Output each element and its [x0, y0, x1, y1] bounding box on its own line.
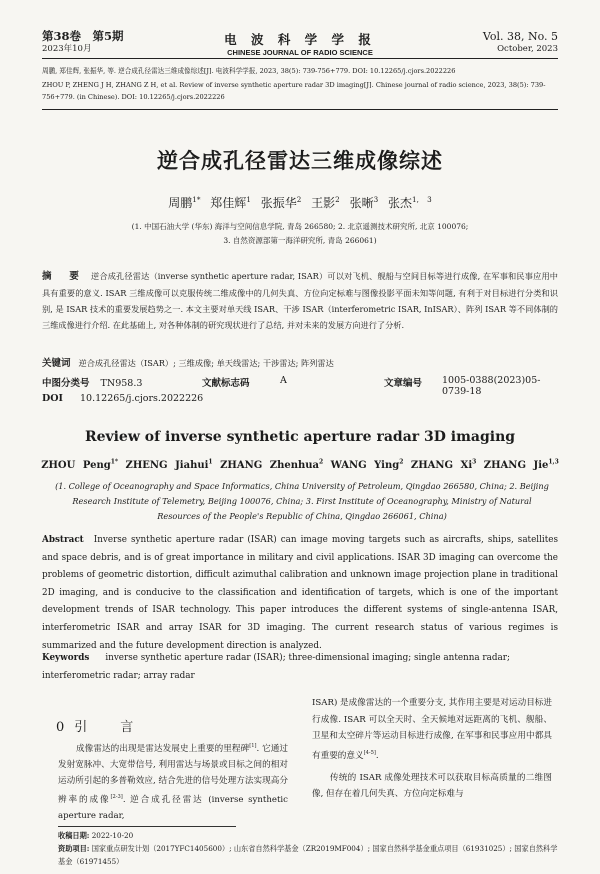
body-text: 成像雷达的出现是雷达发展史上重要的里程碑: [76, 743, 250, 754]
title-en: Review of inverse synthetic aperture radar 3D imaging: [84, 429, 516, 445]
body-text: . 逆合成孔径雷达 (inverse synthetic aperture radar,: [58, 794, 288, 821]
author-cn: 周鹏$^{1*}$: [168, 195, 201, 210]
doc-code: A: [280, 375, 287, 386]
citation-rule: [42, 109, 558, 110]
author-cn: 郑佳辉$^1$: [210, 195, 251, 210]
section-heading: [56, 716, 143, 735]
abstract-en-text: Inverse synthetic aperture radar (ISAR) can image moving targets such as aircrafts, ships, satellites and space debris, and is of great importance in military and civil applications. ISAR 3D imaging can overcome the problems of geometric distortion, difficult azimuthal calibration and unknown image projection plane in traditional 2D imaging, and is conducive to the classification and identification of targets, which is one of the important development trends of ISAR technology. This paper introduces the different systems of single-antenna ISAR, interferometric ISAR and array ISAR for 3D imaging. The current research status of various regimes is summarized and the future development direction is analyzed.: [42, 535, 558, 651]
author-en: ZHANG Jie$^{1,3}$: [483, 459, 559, 472]
header-rule: [42, 58, 558, 59]
class-no: TN958.3: [100, 378, 143, 389]
affiliations-en: (1. College of Oceanography and Space Informatics, China University of Petroleum, Qingdao 266580, China; 2. Beijing Research Institute of Telemetry, Beijing 100076, China; 3. First Institute of Oceanography, Ministry of Natural Resources of the People's Republic of China, Qingdao 266061, China): [55, 481, 549, 521]
class-no-label: 中图分类号: [42, 378, 90, 389]
authors-en: [0, 459, 600, 471]
classification-line: [42, 375, 558, 397]
body-text: ISAR) 是成像雷达的一个重要分支, 其作用主要是对运动目标进行成像. ISAR 可以全天时、全天候地对远距离的飞机、舰船、卫星和太空碎片等运动目标进行成像, 在军事和民事应用中都具有重要的意义: [312, 698, 552, 761]
affiliations-cn: [60, 220, 540, 248]
journal-title: [170, 30, 430, 57]
abstract-en-label: Abstract: [42, 535, 84, 545]
keywords-en-label: Keywords: [42, 653, 90, 663]
keywords-en: [42, 650, 558, 685]
citation-en: ZHOU P, ZHENG J H, ZHANG Z H, et al. Review of inverse synthetic aperture radar 3D imaging[J]. Chinese journal of radio science, 2023, 38(5): 739-756+779. (in Chinese). DOI: 10.12265/j.cjors.2022226: [42, 81, 546, 101]
article-no: 1005-0388(2023)05-0739-18: [442, 375, 541, 397]
doi-line: [42, 393, 558, 404]
journal-name-cn: 电 波 科 学 学 报: [224, 32, 376, 47]
footnote-rule: [58, 826, 236, 827]
header-left: [42, 30, 124, 56]
doi-label: DOI: [42, 393, 63, 404]
funding: 资助项目: 国家重点研发计划（2017YFC1405600）; 山东省自然科学基金（ZR2019MF004）; 国家自然科学基金重点项目（61931025）; 国家自然科学基金（61971455）: [58, 844, 558, 866]
author-en: WANG Ying$^2$: [330, 459, 404, 472]
keywords-cn-text: 逆合成孔径雷达（ISAR）; 三维成像; 单天线雷达; 干涉雷达; 阵列雷达: [78, 358, 334, 368]
received-date: 收稿日期: 2022-10-20: [58, 831, 134, 840]
section-title: 引 言: [74, 720, 144, 735]
article-no-label: 文章编号: [384, 378, 423, 389]
date-en: October, 2023: [497, 44, 558, 54]
keywords-en-text: inverse synthetic aperture radar (ISAR); three-dimensional imaging; single antenna radar; interferometric radar; array radar: [42, 653, 510, 681]
volume-en: Vol. 38, No. 5: [482, 30, 558, 43]
date-cn: 2023年10月: [42, 44, 92, 54]
reference-mark: [2-3]: [110, 793, 123, 800]
header-right: [483, 30, 558, 56]
author-en: ZHANG Zhenhua$^2$: [220, 459, 324, 472]
affiliation-cn-line: (1. 中国石油大学 (华东) 海洋与空间信息学院, 青岛 266580; 2. 北京遥测技术研究所, 北京 100076;: [131, 222, 469, 231]
body-left-column: [58, 738, 288, 824]
issue-cn: 第38卷 第5期: [42, 29, 124, 43]
abstract-cn-label: 摘 要: [42, 271, 83, 282]
doi-value: 10.12265/j.cjors.2022226: [80, 393, 204, 404]
journal-name-en: CHINESE JOURNAL OF RADIO SCIENCE: [227, 48, 373, 57]
author-cn: 张晰$^3$: [349, 195, 379, 210]
body-right-column: [312, 695, 552, 803]
abstract-cn: [42, 268, 558, 333]
body-paragraph: 传统的 ISAR 成像处理技术可以获取目标高质量的二维图像, 但存在着几何失真、方位向定标难与: [312, 772, 552, 800]
body-text: .: [375, 750, 379, 761]
author-cn: 张振华$^2$: [260, 195, 302, 210]
footnote: [58, 829, 558, 868]
body-text: . 它通过发射宽脉冲、大宽带信号, 利用雷达与场景或目标之间的相对运动所引起的多普勒效应, 结合先进的信号处理方法实现高分辨率的成像: [58, 743, 288, 805]
author-en: ZHOU Peng$^{1*}$: [41, 459, 119, 472]
author-cn: 王影$^2$: [311, 195, 340, 210]
abstract-cn-text: 逆合成孔径雷达（inverse synthetic aperture radar, ISAR）可以对飞机、舰船与空间目标等进行成像, 在军事和民事应用中具有重要的意义. ISAR 三维成像可以克服传统二维成像中的几何失真、方位向定标难与图像投影平面未知等问题, 有利于对目标进行分类和识别, 是 ISAR 技术的重要发展趋势之一. 本文主要对单天线 ISAR、干涉 ISAR（interferometric ISAR, InISAR）、阵列 ISAR 等不同体制的三维成像进行介绍. 在此基础上, 对各种体制的研究现状进行了总结, 并对未来的发展方向进行了分析.: [42, 271, 558, 330]
author-en: ZHENG Jiahui$^1$: [125, 459, 213, 472]
reference-mark: [4-5]: [363, 749, 376, 756]
affiliation-cn-line: 3. 自然资源部第一海洋研究所, 青岛 266061): [223, 236, 377, 245]
section-number: 0: [56, 720, 75, 735]
author-cn: 张杰$^{1, 3}$: [387, 195, 432, 210]
citation-cn: 周鹏, 郑佳辉, 张振华, 等. 逆合成孔径雷达三维成像综述[J]. 电波科学学报, 2023, 38(5): 739-756+779. DOI: 10.12265/j.cjors.2022226: [42, 67, 456, 75]
authors-cn: [0, 194, 600, 211]
keywords-cn: [42, 355, 558, 369]
author-en: ZHANG Xi$^3$: [410, 459, 477, 472]
reference-mark: [1]: [249, 743, 257, 749]
title-cn: 逆合成孔径雷达三维成像综述: [157, 148, 443, 173]
doc-code-label: 文献标志码: [202, 378, 250, 389]
abstract-en: [42, 532, 558, 655]
keywords-cn-label: 关键词: [42, 358, 71, 369]
